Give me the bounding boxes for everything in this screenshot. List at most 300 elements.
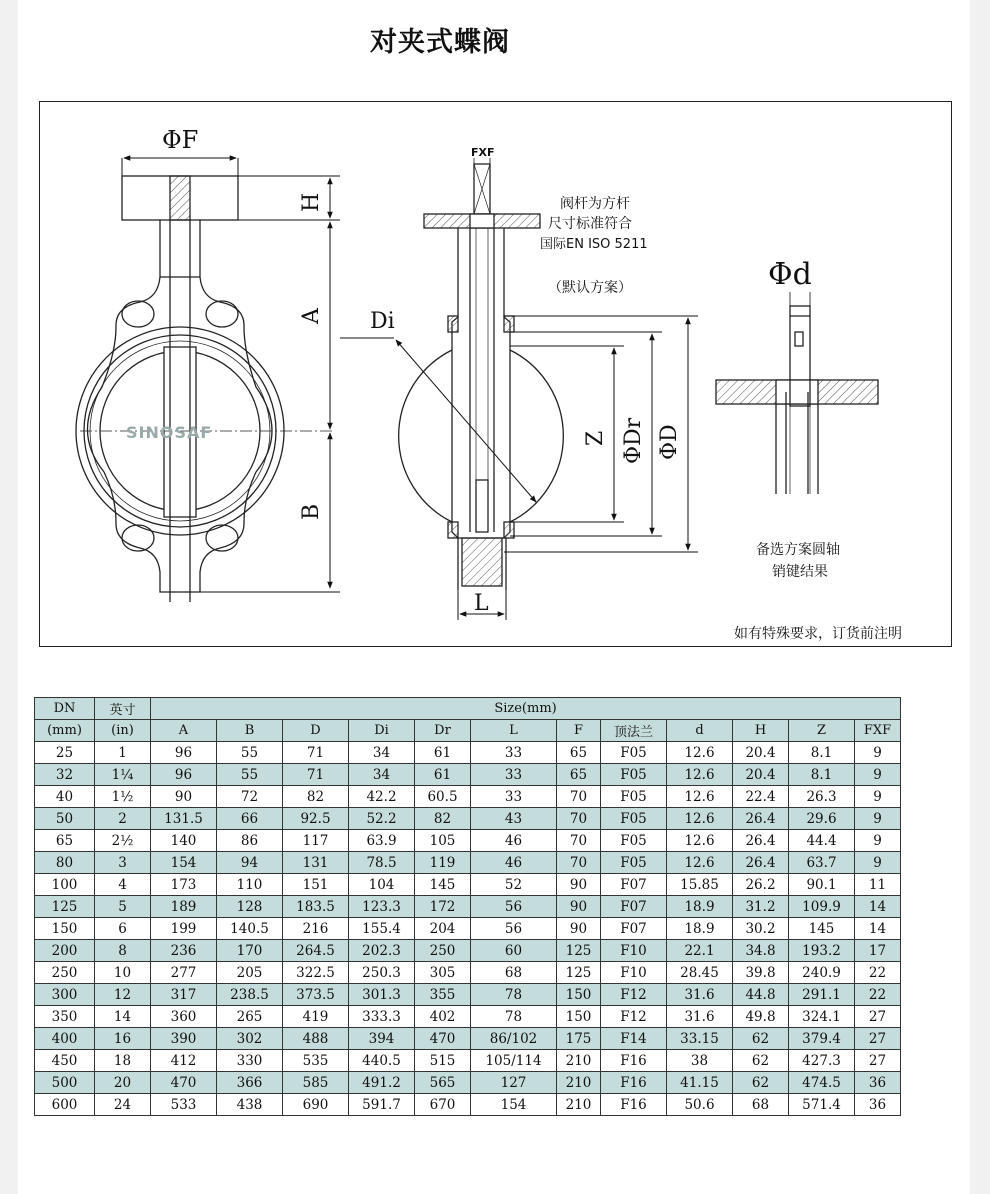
table-cell: 92.5 (283, 808, 349, 830)
table-cell: 11 (855, 874, 901, 896)
note-stem-line2: 尺寸标准符合 (548, 216, 632, 232)
table-cell: 690 (283, 1094, 349, 1116)
table-cell: 419 (283, 1006, 349, 1028)
table-cell: 14 (855, 918, 901, 940)
table-cell: 33 (471, 764, 557, 786)
table-row (35, 808, 901, 830)
table-cell: 145 (789, 918, 855, 940)
table-cell: 34 (349, 742, 415, 764)
left-margin-shade (0, 0, 18, 1194)
table-cell: 61 (415, 764, 471, 786)
table-cell: 236 (151, 940, 217, 962)
table-cell: 22.1 (667, 940, 733, 962)
table-cell: 34 (349, 764, 415, 786)
table-cell: 350 (35, 1006, 95, 1028)
header-cell: A (151, 720, 217, 742)
table-cell: 210 (557, 1050, 601, 1072)
table-cell: F10 (601, 940, 667, 962)
table-cell: 373.5 (283, 984, 349, 1006)
header-cell: d (667, 720, 733, 742)
table-cell: 105/114 (471, 1050, 557, 1072)
table-cell: 49.8 (733, 1006, 789, 1028)
table-cell: 70 (557, 786, 601, 808)
table-cell: 50.6 (667, 1094, 733, 1116)
table-cell: 355 (415, 984, 471, 1006)
header-cell: 顶法兰 (601, 720, 667, 742)
table-cell: 90 (557, 896, 601, 918)
header-cell: (mm) (35, 720, 95, 742)
table-cell: 80 (35, 852, 95, 874)
table-cell: 302 (217, 1028, 283, 1050)
table-cell: 55 (217, 742, 283, 764)
table-cell: 474.5 (789, 1072, 855, 1094)
label-phi-d-big: ΦD (657, 424, 682, 460)
spec-table (34, 697, 901, 1116)
table-cell: 78 (471, 1006, 557, 1028)
front-view (76, 176, 332, 602)
table-row (35, 830, 901, 852)
table-cell: 10 (95, 962, 151, 984)
table-cell: 535 (283, 1050, 349, 1072)
table-cell: 96 (151, 764, 217, 786)
table-cell: 31.6 (667, 1006, 733, 1028)
table-cell: 140 (151, 830, 217, 852)
table-cell: 305 (415, 962, 471, 984)
table-cell: 199 (151, 918, 217, 940)
table-row (35, 786, 901, 808)
table-cell: 12 (95, 984, 151, 1006)
table-cell: 52 (471, 874, 557, 896)
table-cell: 33.15 (667, 1028, 733, 1050)
table-cell: F12 (601, 984, 667, 1006)
table-cell: 565 (415, 1072, 471, 1094)
table-cell: 63.9 (349, 830, 415, 852)
table-cell: 360 (151, 1006, 217, 1028)
note-default: （默认方案） (548, 280, 632, 296)
table-cell: 491.2 (349, 1072, 415, 1094)
table-cell: 70 (557, 852, 601, 874)
table-cell: 18.9 (667, 896, 733, 918)
table-cell: 175 (557, 1028, 601, 1050)
table-cell: 291.1 (789, 984, 855, 1006)
table-cell: 26.4 (733, 830, 789, 852)
table-cell: 571.4 (789, 1094, 855, 1116)
note-option-line2: 销键结果 (772, 564, 828, 580)
table-cell: 438 (217, 1094, 283, 1116)
table-cell: 585 (283, 1072, 349, 1094)
table-cell: 70 (557, 830, 601, 852)
table-cell: 78 (471, 984, 557, 1006)
table-row (35, 1006, 901, 1028)
table-cell: 145 (415, 874, 471, 896)
table-cell: 62 (733, 1072, 789, 1094)
table-cell: F16 (601, 1094, 667, 1116)
table-cell: 155.4 (349, 918, 415, 940)
table-cell: 17 (855, 940, 901, 962)
note-stem-line1: 阀杆为方杆 (560, 196, 630, 212)
table-cell: F16 (601, 1072, 667, 1094)
table-cell: F05 (601, 742, 667, 764)
table-cell: 488 (283, 1028, 349, 1050)
page-title: 对夹式蝶阀 (370, 27, 510, 58)
table-cell: 125 (557, 962, 601, 984)
table-cell: 27 (855, 1028, 901, 1050)
table-cell: 65 (35, 830, 95, 852)
table-cell: 22 (855, 962, 901, 984)
table-cell: 131.5 (151, 808, 217, 830)
table-cell: 104 (349, 874, 415, 896)
table-cell: 90 (557, 918, 601, 940)
drawing-canvas (40, 102, 953, 648)
table-cell: F05 (601, 764, 667, 786)
table-cell: 9 (855, 764, 901, 786)
table-cell: 68 (733, 1094, 789, 1116)
table-cell: F07 (601, 918, 667, 940)
table-cell: 3 (95, 852, 151, 874)
table-cell: 250 (35, 962, 95, 984)
table-cell: 26.2 (733, 874, 789, 896)
label-fxf: FXF (471, 146, 495, 159)
table-cell: 402 (415, 1006, 471, 1028)
table-row (35, 918, 901, 940)
table-cell: 1¼ (95, 764, 151, 786)
table-cell: 12.6 (667, 852, 733, 874)
table-cell: 90 (557, 874, 601, 896)
table-cell: 68 (471, 962, 557, 984)
table-cell: 22.4 (733, 786, 789, 808)
label-di: Di (370, 309, 395, 334)
table-cell: 322.5 (283, 962, 349, 984)
table-cell: 131 (283, 852, 349, 874)
table-cell: 300 (35, 984, 95, 1006)
dim-phi-f (122, 158, 238, 176)
table-cell: 65 (557, 764, 601, 786)
table-cell: 32 (35, 764, 95, 786)
table-cell: 12.6 (667, 742, 733, 764)
table-cell: 12.6 (667, 808, 733, 830)
note-special: 如有特殊要求，订货前注明 (734, 626, 902, 642)
table-cell: 34.8 (733, 940, 789, 962)
table-cell: 8.1 (789, 764, 855, 786)
dim-h-a-b (200, 176, 340, 592)
table-cell: 60.5 (415, 786, 471, 808)
table-cell: 151 (283, 874, 349, 896)
table-cell: 670 (415, 1094, 471, 1116)
table-cell: 46 (471, 852, 557, 874)
table-cell: 100 (35, 874, 95, 896)
note-stem-line3: 国际EN ISO 5211 (540, 237, 648, 252)
table-cell: 238.5 (217, 984, 283, 1006)
table-cell: 12.6 (667, 830, 733, 852)
table-cell: 412 (151, 1050, 217, 1072)
table-cell: 65 (557, 742, 601, 764)
side-view (399, 164, 564, 590)
table-cell: 210 (557, 1072, 601, 1094)
table-cell: 72 (217, 786, 283, 808)
table-cell: 333.3 (349, 1006, 415, 1028)
label-b: B (299, 503, 324, 520)
table-cell: 240.9 (789, 962, 855, 984)
note-option-line1: 备选方案圆轴 (756, 542, 840, 558)
table-cell: 150 (557, 984, 601, 1006)
label-a: A (299, 308, 324, 324)
label-l: L (474, 591, 489, 616)
table-cell: F05 (601, 830, 667, 852)
table-cell: 150 (35, 918, 95, 940)
table-cell: 317 (151, 984, 217, 1006)
table-row (35, 742, 901, 764)
table-cell: 150 (557, 1006, 601, 1028)
label-phi-f: ΦF (162, 126, 199, 154)
table-cell: 390 (151, 1028, 217, 1050)
table-cell: 154 (471, 1094, 557, 1116)
table-cell: 204 (415, 918, 471, 940)
table-cell: 277 (151, 962, 217, 984)
table-cell: 18 (95, 1050, 151, 1072)
table-cell: F07 (601, 896, 667, 918)
table-cell: 44.4 (789, 830, 855, 852)
header-cell: (in) (95, 720, 151, 742)
table-cell: 78.5 (349, 852, 415, 874)
brand-watermark: SINOSAF (126, 423, 213, 442)
table-cell: 44.8 (733, 984, 789, 1006)
table-cell: 500 (35, 1072, 95, 1094)
table-cell: 60 (471, 940, 557, 962)
header-cell: Di (349, 720, 415, 742)
table-cell: F07 (601, 874, 667, 896)
table-cell: 90.1 (789, 874, 855, 896)
table-cell: 119 (415, 852, 471, 874)
table-cell: 40 (35, 786, 95, 808)
table-cell: 55 (217, 764, 283, 786)
table-cell: 33 (471, 786, 557, 808)
header-cell: FXF (855, 720, 901, 742)
table-cell: 9 (855, 852, 901, 874)
table-cell: 123.3 (349, 896, 415, 918)
table-cell: 591.7 (349, 1094, 415, 1116)
table-cell: F05 (601, 852, 667, 874)
table-cell: 265 (217, 1006, 283, 1028)
header-cell: L (471, 720, 557, 742)
table-cell: 41.15 (667, 1072, 733, 1094)
table-cell: 400 (35, 1028, 95, 1050)
table-cell: 170 (217, 940, 283, 962)
spec-table-wrap (34, 697, 896, 1116)
table-cell: 66 (217, 808, 283, 830)
table-cell: 470 (151, 1072, 217, 1094)
header-cell: D (283, 720, 349, 742)
table-cell: 8.1 (789, 742, 855, 764)
table-cell: 18.9 (667, 918, 733, 940)
table-cell: 25 (35, 742, 95, 764)
table-cell: 470 (415, 1028, 471, 1050)
table-cell: 70 (557, 808, 601, 830)
table-cell: 56 (471, 918, 557, 940)
header-size: Size(mm) (151, 698, 901, 720)
table-cell: 366 (217, 1072, 283, 1094)
technical-drawing (39, 101, 952, 647)
table-row (35, 962, 901, 984)
table-cell: 440.5 (349, 1050, 415, 1072)
table-cell: 24 (95, 1094, 151, 1116)
table-cell: 183.5 (283, 896, 349, 918)
table-cell: 29.6 (789, 808, 855, 830)
table-cell: 193.2 (789, 940, 855, 962)
label-phi-d-small: Φd (768, 257, 812, 292)
table-cell: F14 (601, 1028, 667, 1050)
table-cell: 31.6 (667, 984, 733, 1006)
table-cell: 20.4 (733, 764, 789, 786)
table-cell: 330 (217, 1050, 283, 1072)
table-cell: 250 (415, 940, 471, 962)
table-cell: 12.6 (667, 786, 733, 808)
label-h: H (299, 192, 324, 212)
table-cell: 172 (415, 896, 471, 918)
table-cell: 20 (95, 1072, 151, 1094)
table-cell: 128 (217, 896, 283, 918)
table-cell: 27 (855, 1006, 901, 1028)
table-cell: 205 (217, 962, 283, 984)
table-cell: 5 (95, 896, 151, 918)
table-cell: 86/102 (471, 1028, 557, 1050)
table-cell: 26.4 (733, 852, 789, 874)
table-cell: 12.6 (667, 764, 733, 786)
table-cell: 38 (667, 1050, 733, 1072)
table-cell: 9 (855, 830, 901, 852)
table-cell: 46 (471, 830, 557, 852)
table-row (35, 764, 901, 786)
dim-di (340, 338, 536, 502)
table-cell: 31.2 (733, 896, 789, 918)
table-cell: 324.1 (789, 1006, 855, 1028)
right-margin-shade (970, 0, 990, 1194)
header-dn: DN (35, 698, 95, 720)
table-cell: 71 (283, 742, 349, 764)
table-cell: 27 (855, 1050, 901, 1072)
table-cell: 105 (415, 830, 471, 852)
header-cell: Z (789, 720, 855, 742)
table-row (35, 1072, 901, 1094)
table-row (35, 852, 901, 874)
table-cell: 15.85 (667, 874, 733, 896)
table-cell: 216 (283, 918, 349, 940)
table-cell: 62 (733, 1028, 789, 1050)
table-row (35, 1094, 901, 1116)
table-cell: 30.2 (733, 918, 789, 940)
table-cell: 127 (471, 1072, 557, 1094)
table-cell: F05 (601, 786, 667, 808)
table-cell: 36 (855, 1072, 901, 1094)
table-cell: 16 (95, 1028, 151, 1050)
table-cell: 39.8 (733, 962, 789, 984)
table-cell: 379.4 (789, 1028, 855, 1050)
table-cell: 82 (283, 786, 349, 808)
table-cell: 202.3 (349, 940, 415, 962)
table-cell: 394 (349, 1028, 415, 1050)
label-z: Z (583, 430, 608, 446)
label-phi-dr: ΦDr (621, 417, 646, 464)
table-cell: 14 (95, 1006, 151, 1028)
table-row (35, 1050, 901, 1072)
table-cell: 125 (557, 940, 601, 962)
table-cell: 90 (151, 786, 217, 808)
table-cell: F12 (601, 1006, 667, 1028)
table-cell: 9 (855, 808, 901, 830)
table-cell: 210 (557, 1094, 601, 1116)
table-cell: 62 (733, 1050, 789, 1072)
table-cell: 9 (855, 786, 901, 808)
header-row-1 (35, 698, 901, 720)
table-cell: 1½ (95, 786, 151, 808)
table-cell: 56 (471, 896, 557, 918)
table-cell: 94 (217, 852, 283, 874)
table-cell: 427.3 (789, 1050, 855, 1072)
table-cell: 515 (415, 1050, 471, 1072)
table-cell: 22 (855, 984, 901, 1006)
table-cell: 33 (471, 742, 557, 764)
table-cell: 61 (415, 742, 471, 764)
table-cell: 117 (283, 830, 349, 852)
table-cell: 200 (35, 940, 95, 962)
header-cell: Dr (415, 720, 471, 742)
table-row (35, 874, 901, 896)
table-cell: 50 (35, 808, 95, 830)
table-cell: 20.4 (733, 742, 789, 764)
table-cell: 28.45 (667, 962, 733, 984)
table-cell: 71 (283, 764, 349, 786)
table-cell: 250.3 (349, 962, 415, 984)
table-cell: 26.4 (733, 808, 789, 830)
table-cell: 43 (471, 808, 557, 830)
header-inch: 英寸 (95, 698, 151, 720)
table-cell: 264.5 (283, 940, 349, 962)
table-cell: 52.2 (349, 808, 415, 830)
table-cell: 2½ (95, 830, 151, 852)
table-cell: 301.3 (349, 984, 415, 1006)
table-cell: 26.3 (789, 786, 855, 808)
table-row (35, 896, 901, 918)
table-cell: 2 (95, 808, 151, 830)
table-cell: 4 (95, 874, 151, 896)
table-cell: 600 (35, 1094, 95, 1116)
table-cell: 110 (217, 874, 283, 896)
table-cell: 6 (95, 918, 151, 940)
table-cell: 36 (855, 1094, 901, 1116)
table-cell: 154 (151, 852, 217, 874)
table-cell: 189 (151, 896, 217, 918)
table-cell: 125 (35, 896, 95, 918)
table-cell: 96 (151, 742, 217, 764)
header-row-2 (35, 720, 901, 742)
table-row (35, 984, 901, 1006)
table-cell: 42.2 (349, 786, 415, 808)
header-cell: F (557, 720, 601, 742)
round-shaft-detail (716, 306, 878, 494)
table-cell: F10 (601, 962, 667, 984)
table-cell: 450 (35, 1050, 95, 1072)
table-cell: 82 (415, 808, 471, 830)
table-cell: 9 (855, 742, 901, 764)
table-cell: F05 (601, 808, 667, 830)
table-cell: 533 (151, 1094, 217, 1116)
table-cell: F16 (601, 1050, 667, 1072)
table-cell: 8 (95, 940, 151, 962)
header-cell: B (217, 720, 283, 742)
table-cell: 86 (217, 830, 283, 852)
table-cell: 1 (95, 742, 151, 764)
table-cell: 173 (151, 874, 217, 896)
table-cell: 140.5 (217, 918, 283, 940)
